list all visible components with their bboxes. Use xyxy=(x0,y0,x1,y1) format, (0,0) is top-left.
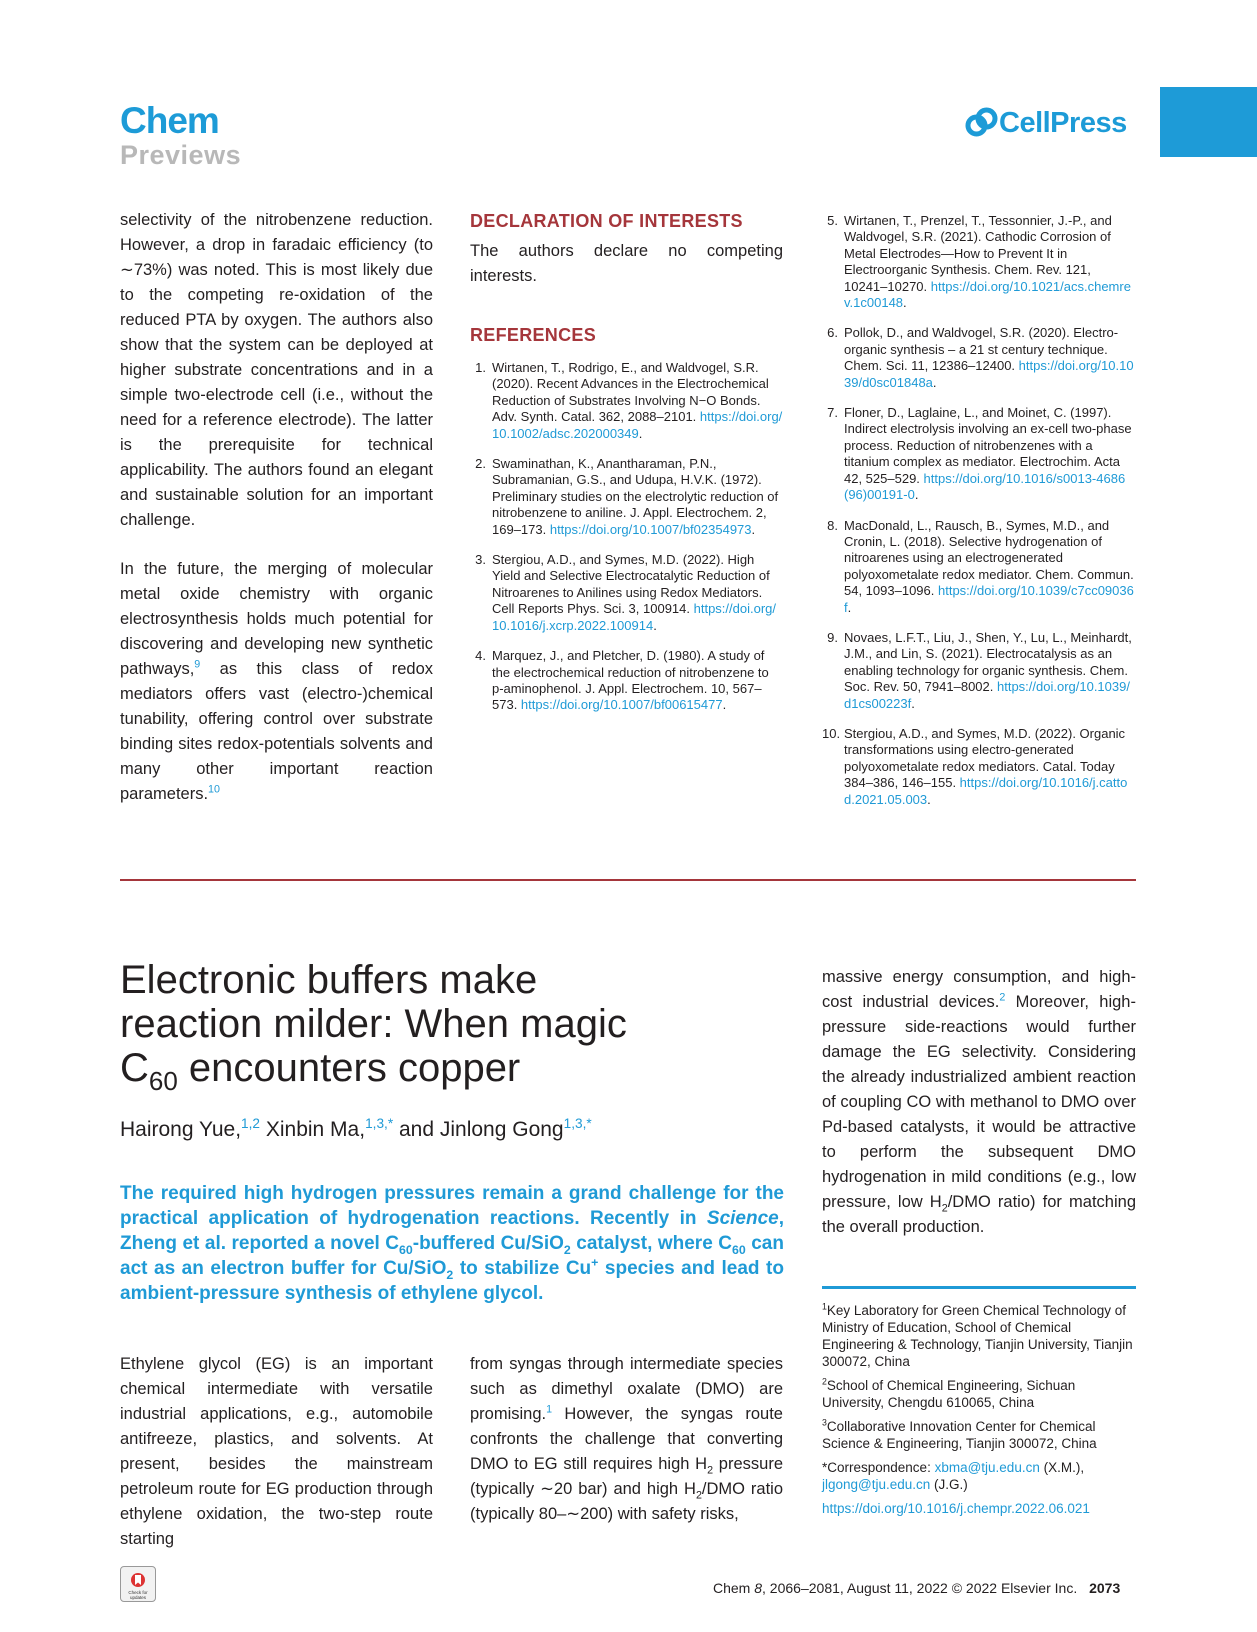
reference-item: 8. MacDonald, L., Rausch, B., Symes, M.D., and Cronin, L. (2018). Selective hydrogenation of nitroarenes using an electrogenerated polyoxometalate redox mediator. Chem. Commun. 54, 1093–1096. https://doi.org/10.1039/c7cc09036f. xyxy=(822,518,1136,616)
reference-doi-link[interactable]: https://doi.org/10.1007/bf00615477 xyxy=(520,697,723,713)
author-name: and Jinlong Gong xyxy=(393,1118,564,1141)
reference-text: Swaminathan, K., Anantharaman, P.N., Subramanian, G.S., and Udupa, H.V.K. (1972). Preliminary studies on the electrolytic reduction of nitrobenzene to aniline. J. Appl. Electrochem. 2, 169–173. xyxy=(492,456,779,537)
page-edge-tab xyxy=(1160,87,1257,157)
left-column xyxy=(120,208,433,807)
affiliation-link[interactable]: 1,2 xyxy=(241,1116,261,1131)
reference-number: 6. xyxy=(827,325,838,341)
citation-link[interactable]: 9 xyxy=(194,658,201,671)
reference-number: 7. xyxy=(827,405,838,421)
affiliation-link[interactable]: 1,3,* xyxy=(563,1116,592,1131)
reference-number: 1. xyxy=(475,360,486,375)
publisher-name: CellPress xyxy=(999,106,1127,139)
reference-text: Pollok, D., and Waldvogel, S.R. (2020). Electro-organic synthesis – a 21 st century technique. Chem. Sci. 11, 12386–12400. xyxy=(844,325,1119,374)
cellpress-icon xyxy=(965,106,999,140)
abstract: The required high hydrogen pressures remain a grand challenge for the practical application of hydrogenation reactions. Recently in Science, Zheng et al. reported a novel $C_{60}$-buffered Cu/SiO$_2$ catalyst, where $C_{60}$ can act as an electron buffer for Cu/SiO$_2$ to stabilize Cu+ species and lead to ambient-pressure synthesis of ethylene glycol. xyxy=(120,1183,784,1304)
reference-text: Floner, D., Laglaine, L., and Moinet, C. (1997). Indirect electrolysis involving an ex-cell two-phase process. Reduction of nitrobenzenes with a titanium complex as mediator. Electrochim. Acta 42, 525–529. xyxy=(844,405,1132,486)
reference-list xyxy=(470,360,783,714)
badge-label: Check for updates xyxy=(128,1590,148,1600)
reference-text: Wirtanen, T., Rodrigo, E., and Waldvogel, S.R. (2020). Recent Advances in the Electrochemical Reduction of Substrates Involving N−O Bonds. Adv. Synth. Catal. 362, 2088–2101. xyxy=(492,360,769,425)
reference-doi-link[interactable]: https://doi.org/10.1039/d1cs00223f xyxy=(844,679,1130,711)
page-number: 2073 xyxy=(1089,1580,1121,1596)
paragraph: In the future, the merging of molecular metal oxide chemistry with organic electrosynthesis holds much potential for discovering and developing new synthetic pathways,$^9$ as this class of redox mediators offers vast (electro-)chemical tunability, offering control over substrate binding sites redox-potentials solvents and many other important reaction parameters.$^{10}$ xyxy=(120,560,433,803)
reference-list xyxy=(822,213,1136,822)
reference-item: 4. Marquez, J., and Pletcher, D. (1980). A study of the electrochemical reduction of nitrobenzene to p-aminophenol. J. Appl. Electrochem. 10, 567–573. https://doi.org/10.1007/bf00615477. xyxy=(470,648,783,714)
reference-text: Stergiou, A.D., and Symes, M.D. (2022). High Yield and Selective Electrocatalytic Reduction of Nitroarenes to Anilines using Redox Mediators. Cell Reports Phys. Sci. 3, 100914. xyxy=(492,552,770,617)
reference-doi-link[interactable]: https://doi.org/10.1002/adsc.202000349 xyxy=(492,409,783,441)
paragraph: selectivity of the nitrobenzene reduction. However, a drop in faradaic efficiency (to ∼73%) was noted. This is most likely due to the competing re-oxidation of the reduced PTA by oxygen. The authors also show that the system can be deployed at higher substrate concentrations and in a simple two-electrode cell (i.e., without the need for a reference electrode). The latter is the prerequisite for technical applicability. The authors found an elegant and sustainable solution for an important challenge. xyxy=(120,211,433,529)
reference-doi-link[interactable]: https://doi.org/10.1016/s0013-4686(96)00191-0 xyxy=(844,470,1126,503)
reference-number: 4. xyxy=(475,648,486,664)
reference-item: 6. Pollok, D., and Waldvogel, S.R. (2020). Electro-organic synthesis – a 21 st century technique. Chem. Sci. 11, 12386–12400. https://doi.org/10.1039/d0sc01848a. xyxy=(822,325,1136,391)
reference-doi-link[interactable]: https://doi.org/10.1039/c7cc09036f xyxy=(844,583,1134,615)
affiliation-link[interactable]: 1,3,* xyxy=(365,1116,394,1131)
reference-text: Stergiou, A.D., and Symes, M.D. (2022). Organic transformations using electro-generated polyoxometalate redox mediators. Catal. Today 384–386, 146–155. xyxy=(844,725,1126,791)
email-link[interactable]: xbma@tju.edu.cn xyxy=(934,1460,1040,1475)
affiliation-rule xyxy=(822,1286,1136,1289)
reference-doi-link[interactable]: https://doi.org/10.1016/j.cattod.2021.05.003 xyxy=(844,775,1128,807)
body-paragraph: Ethylene glycol (EG) is an important chemical intermediate with versatile industrial applications, e.g., automobile antifreeze, plastics, and solvents. At present, besides the mainstream petroleum route for EG production through ethylene oxidation, the two-step route starting xyxy=(120,1355,433,1548)
reference-item: 7. Floner, D., Laglaine, L., and Moinet, C. (1997). Indirect electrolysis involving an ex-cell two-phase process. Reduction of nitrobenzenes with a titanium complex as mediator. Electrochim. Acta 42, 525–529. https://doi.org/10.1016/s0013-4686(96)00191-0. xyxy=(822,405,1136,503)
citation-link[interactable]: 1 xyxy=(546,1403,553,1416)
correspondence: *Correspondence: xbma@tju.edu.cn (X.M.), jlgong@tju.edu.cn (J.G.) xyxy=(822,1460,1085,1492)
reference-item: 5. Wirtanen, T., Prenzel, T., Tessonnier, J.-P., and Waldvogel, S.R. (2021). Cathodic Corrosion of Metal Electrodes—How to Prevent It in Electroorganic Synthesis. Chem. Rev. 121, 10241–10270. https://doi.org/10.1021/acs.chemrev.1c00148. xyxy=(822,213,1136,311)
section-label: Previews xyxy=(120,140,242,170)
author-name: Xinbin Ma, xyxy=(260,1118,366,1141)
publisher-logo xyxy=(965,106,1127,140)
affiliation: $^2$School of Chemical Engineering, Sichuan University, Chengdu 610065, China xyxy=(822,1376,1076,1410)
reference-number: 5. xyxy=(827,213,838,228)
article-title: Electronic buffers make reaction milder: When magic $C_{60}$ encounters copper xyxy=(120,958,627,1096)
citation-link[interactable]: 10 xyxy=(208,783,220,796)
author-name: Hairong Yue, xyxy=(120,1118,242,1141)
doi-link[interactable]: https://doi.org/10.1016/j.chempr.2022.06.021 xyxy=(822,1501,1090,1516)
declaration-heading: DECLARATION OF INTERESTS xyxy=(470,211,743,231)
body-paragraph: massive energy consumption, and high-cost industrial devices.$^2$ Moreover, high-pressure side-reactions would further damage the EG selectivity. Considering the already industrialized ambient reaction of coupling CO with methanol to DMO over Pd-based catalysts, it would be attractive to perform the subsequent DMO hydrogenation in mild conditions (e.g., low pressure, low $H_2$/DMO ratio) for matching the overall production. xyxy=(822,968,1136,1236)
page-footer: Chem 8, 2066–2081, August 11, 2022 © 2022 Elsevier Inc. 2073 xyxy=(713,1580,1121,1596)
reference-doi-link[interactable]: https://doi.org/10.1016/j.xcrp.2022.100914 xyxy=(492,601,776,633)
reference-item: 9. Novaes, L.F.T., Liu, J., Shen, Y., Lu, L., Meinhardt, J.M., and Lin, S. (2021). Electrocatalysis as an enabling technology for organic synthesis. Chem. Soc. Rev. 50, 7941–8002. https://doi.org/10.1039/d1cs00223f. xyxy=(822,630,1136,712)
citation-link[interactable]: 2 xyxy=(999,991,1006,1004)
author-list xyxy=(120,1118,592,1142)
affiliation: $^3$Collaborative Innovation Center for Chemical Science & Engineering, Tianjin 300072, China xyxy=(822,1417,1097,1451)
section-divider xyxy=(120,879,1136,881)
references-heading: REFERENCES xyxy=(470,325,597,345)
reference-doi-link[interactable]: https://doi.org/10.1007/bf02354973 xyxy=(549,521,752,537)
reference-item: 3. Stergiou, A.D., and Symes, M.D. (2022). High Yield and Selective Electrocatalytic Reduction of Nitroarenes to Anilines using Redox Mediators. Cell Reports Phys. Sci. 3, 100914. https://doi.org/10.1016/j.xcrp.2022.100914. xyxy=(470,552,783,634)
reference-number: 9. xyxy=(827,629,838,645)
reference-doi-link[interactable]: https://doi.org/10.1021/acs.chemrev.1c00148 xyxy=(844,278,1131,311)
reference-text: MacDonald, L., Rausch, B., Symes, M.D., and Cronin, L. (2018). Selective hydrogenation of nitroarenes using an electrogenerated polyoxometalate redox mediator. Chem. Commun. 54, 1093–1096. xyxy=(844,517,1134,599)
reference-item: 1. Wirtanen, T., Rodrigo, E., and Waldvogel, S.R. (2020). Recent Advances in the Electrochemical Reduction of Substrates Involving N−O Bonds. Adv. Synth. Catal. 362, 2088–2101. https://doi.org/10.1002/adsc.202000349. xyxy=(470,360,783,442)
affiliation: $^1$Key Laboratory for Green Chemical Technology of Ministry of Education, School of Chemical Engineering & Technology, Tianjin University, Tianjin 300072, China xyxy=(822,1301,1133,1369)
affiliations xyxy=(822,1302,1136,1524)
reference-number: 10. xyxy=(822,725,841,741)
reference-text: Marquez, J., and Pletcher, D. (1980). A study of the electrochemical reduction of nitrobenzene to p-aminophenol. J. Appl. Electrochem. 10, 567–573. xyxy=(492,648,769,713)
reference-item: 10. Stergiou, A.D., and Symes, M.D. (2022). Organic transformations using electro-generated polyoxometalate redox mediators. Catal. Today 384–386, 146–155. https://doi.org/10.1016/j.cattod.2021.05.003. xyxy=(822,725,1128,807)
journal-logo: Chem xyxy=(120,100,219,141)
reference-number: 3. xyxy=(475,552,486,568)
reference-item: 2. Swaminathan, K., Anantharaman, P.N., Subramanian, G.S., and Udupa, H.V.K. (1972). Preliminary studies on the electrolytic reduction of nitrobenzene to aniline. J. Appl. Electrochem. 2, 169–173. https://doi.org/10.1007/bf02354973. xyxy=(470,456,783,538)
reference-number: 2. xyxy=(475,456,486,472)
check-for-updates-badge[interactable] xyxy=(120,1566,156,1602)
reference-text: Novaes, L.F.T., Liu, J., Shen, Y., Lu, L., Meinhardt, J.M., and Lin, S. (2021). Electrocatalysis as an enabling technology for organic synthesis. Chem. Soc. Rev. 50, 7941–8002. xyxy=(844,629,1132,695)
reference-text: Wirtanen, T., Prenzel, T., Tessonnier, J.-P., and Waldvogel, S.R. (2021). Cathodic Corrosion of Metal Electrodes—How to Prevent It in Electroorganic Synthesis. Chem. Rev. 121, 10241–10270. xyxy=(844,213,1112,294)
reference-doi-link[interactable]: https://doi.org/10.1039/d0sc01848a xyxy=(844,358,1134,390)
email-link[interactable]: jlgong@tju.edu.cn xyxy=(822,1477,931,1492)
middle-column xyxy=(470,211,783,728)
body-paragraph: from syngas through intermediate species such as dimethyl oxalate (DMO) are promising.$^1$ However, the syngas route confronts the challenge that converting DMO to EG still requires high $H_2$ pressure (typically ∼20 bar) and high $H_2$/DMO ratio (typically 80–∼200) with safety risks, xyxy=(470,1355,784,1523)
reference-number: 8. xyxy=(827,517,838,533)
declaration-text: The authors declare no competing interests. xyxy=(470,242,783,285)
